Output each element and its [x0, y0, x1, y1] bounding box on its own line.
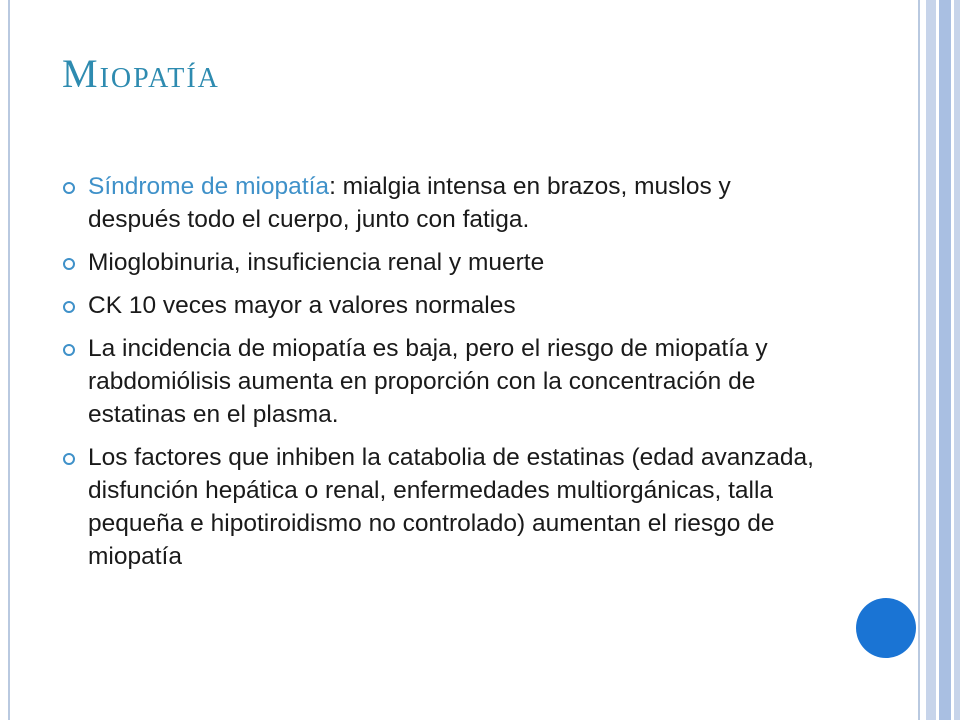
bullet-circle-icon	[63, 301, 75, 313]
bullet-list	[62, 170, 822, 583]
slide-frame-right	[918, 0, 920, 720]
bullet-highlight: Síndrome de miopatía	[88, 173, 330, 200]
bullet-circle-icon	[63, 344, 75, 356]
bullet-circle-icon	[63, 182, 75, 194]
bullet-item	[62, 289, 822, 322]
bullet-text: CK 10 veces mayor a valores normales	[88, 292, 516, 319]
bullet-item	[62, 246, 822, 279]
slide-title: Miopatía	[62, 51, 220, 96]
bullet-item	[62, 441, 822, 573]
bullet-item	[62, 170, 822, 236]
bullet-circle-icon	[63, 258, 75, 270]
bullet-text: La incidencia de miopatía es baja, pero el riesgo de miopatía y rabdomiólisis aumenta en proporción con la concentración de estatinas en el plasma.	[88, 335, 768, 428]
slide-frame-left	[8, 0, 10, 720]
bullet-text: : mialgia intensa en brazos, muslos y después todo el cuerpo, junto con fatiga.	[88, 173, 731, 233]
bullet-circle-icon	[63, 453, 75, 465]
bullet-item	[62, 332, 822, 431]
right-decorative-stripes	[922, 0, 960, 720]
bullet-text: Mioglobinuria, insuficiencia renal y muerte	[88, 249, 545, 276]
bullet-text: Los factores que inhiben la catabolia de estatinas (edad avanzada, disfunción hepática o renal, enfermedades multiorgánicas, talla pequeña e hipotiroidismo no controlado) aumentan el riesgo de miopatía	[88, 444, 814, 570]
decorative-circle	[856, 598, 916, 658]
